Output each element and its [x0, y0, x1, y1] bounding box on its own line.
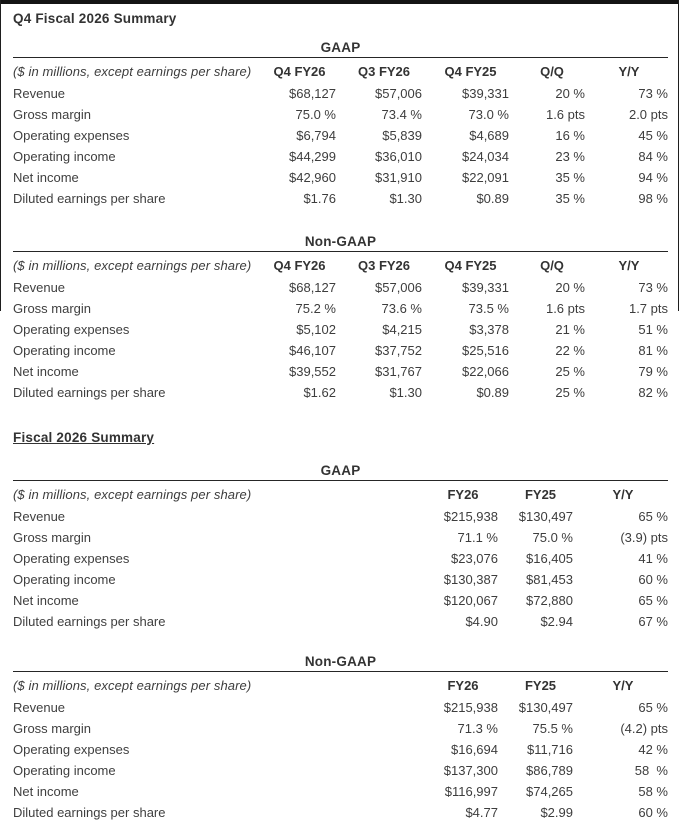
cell-value: $16,694 [451, 742, 498, 757]
cell-value: $215,938 [443, 700, 498, 715]
column-header: Y/Y [618, 64, 640, 79]
cell-value: (3.9) pts [620, 530, 668, 545]
cell-value: 60 % [638, 805, 668, 820]
table-row [13, 188, 668, 209]
table-row [13, 361, 668, 382]
row-label: Revenue [13, 86, 66, 101]
fy-section-title: Fiscal 2026 Summary [13, 430, 155, 445]
cell-value: $68,127 [289, 86, 336, 101]
table-note: ($ in millions, except earnings per share) [13, 678, 252, 693]
cell-value: $5,102 [296, 322, 336, 337]
q4-nongaap-heading: Non-GAAP [304, 234, 377, 249]
cell-value: 84 % [638, 149, 668, 164]
q4-gaap-table [13, 57, 668, 209]
cell-value: $130,497 [518, 700, 573, 715]
cell-value: $130,387 [443, 572, 498, 587]
cell-value: 73.6 % [381, 301, 422, 316]
table-header-row [13, 672, 668, 698]
row-label: Gross margin [13, 721, 92, 736]
q4-nongaap-table [13, 251, 668, 403]
cell-value: $39,552 [289, 364, 336, 379]
table-note: ($ in millions, except earnings per share) [13, 487, 252, 502]
column-header: Q4 FY25 [444, 258, 497, 273]
cell-value: 16 % [555, 128, 585, 143]
table-row [13, 569, 668, 590]
table-row [13, 298, 668, 319]
cell-value: 98 % [638, 191, 668, 206]
table-row [13, 527, 668, 548]
table-row [13, 277, 668, 298]
cell-value: $2.94 [540, 614, 573, 629]
row-label: Net income [13, 784, 79, 799]
table-row [13, 802, 668, 823]
cell-value: 75.5 % [532, 721, 573, 736]
cell-value: $0.89 [476, 385, 509, 400]
row-label: Net income [13, 364, 79, 379]
q4-section-title: Q4 Fiscal 2026 Summary [13, 11, 177, 26]
cell-value: 65 % [638, 509, 668, 524]
cell-value: 82 % [638, 385, 668, 400]
table-row [13, 382, 668, 403]
cell-value: $22,091 [462, 170, 509, 185]
cell-value: $4.77 [465, 805, 498, 820]
cell-value: 1.6 pts [545, 107, 585, 122]
table-row [13, 104, 668, 125]
column-header: Q3 FY26 [357, 258, 411, 273]
cell-value: 58 % [638, 784, 668, 799]
cell-value: 73.0 % [468, 107, 509, 122]
cell-value: $120,067 [443, 593, 498, 608]
cell-value: 20 % [555, 86, 585, 101]
cell-value: $86,789 [526, 763, 573, 778]
cell-value: $31,767 [375, 364, 422, 379]
row-label: Operating income [13, 343, 116, 358]
cell-value: $1.30 [389, 191, 422, 206]
column-header: FY26 [447, 678, 479, 693]
cell-value: $1.76 [303, 191, 336, 206]
table-row [13, 506, 668, 527]
table-row [13, 548, 668, 569]
cell-value: $31,910 [375, 170, 422, 185]
column-header: Q3 FY26 [357, 64, 411, 79]
table-row [13, 760, 668, 781]
cell-value: $23,076 [451, 551, 498, 566]
row-label: Net income [13, 593, 79, 608]
cell-value: 65 % [638, 593, 668, 608]
cell-value: $0.89 [476, 191, 509, 206]
cell-value: $72,880 [526, 593, 573, 608]
row-label: Operating expenses [13, 551, 130, 566]
column-header: Q4 FY26 [273, 258, 326, 273]
cell-value: 20 % [555, 280, 585, 295]
cell-value: 79 % [638, 364, 668, 379]
column-header: FY25 [524, 487, 557, 502]
cell-value: 94 % [638, 170, 668, 185]
table-row [13, 167, 668, 188]
cell-value: $3,378 [469, 322, 509, 337]
cell-value: $25,516 [462, 343, 509, 358]
row-label: Net income [13, 170, 79, 185]
table-row [13, 739, 668, 760]
row-label: Gross margin [13, 107, 92, 122]
cell-value: 81 % [638, 343, 668, 358]
window-top-border [0, 0, 679, 4]
column-header: Q4 FY26 [273, 64, 326, 79]
cell-value: $116,997 [444, 784, 498, 799]
column-header: Y/Y [612, 487, 634, 502]
cell-value: $57,006 [375, 280, 422, 295]
cell-value: $4.90 [465, 614, 498, 629]
cell-value: $24,034 [462, 149, 509, 164]
row-label: Operating income [13, 572, 116, 587]
row-label: Diluted earnings per share [13, 614, 166, 629]
cell-value: $137,300 [443, 763, 498, 778]
cell-value: $1.30 [389, 385, 422, 400]
row-label: Operating expenses [13, 742, 130, 757]
table-row [13, 611, 668, 632]
table-row [13, 83, 668, 104]
fy-gaap-table [13, 480, 668, 632]
cell-value: $57,006 [375, 86, 422, 101]
row-label: Diluted earnings per share [13, 191, 166, 206]
table-header-row [13, 58, 668, 84]
column-header: Q/Q [540, 258, 564, 273]
cell-value: 73.4 % [381, 107, 422, 122]
table-header-row [13, 252, 668, 278]
cell-value: 71.1 % [457, 530, 498, 545]
cell-value: $68,127 [289, 280, 336, 295]
table-row [13, 319, 668, 340]
fy-nongaap-heading: Non-GAAP [304, 654, 377, 669]
cell-value: $4,689 [469, 128, 509, 143]
cell-value: 41 % [638, 551, 668, 566]
cell-value: 73 % [638, 86, 668, 101]
table-row [13, 125, 668, 146]
table-row [13, 146, 668, 167]
column-header: FY26 [447, 487, 479, 502]
cell-value: 23 % [555, 149, 585, 164]
cell-value: 67 % [638, 614, 668, 629]
row-label: Revenue [13, 700, 66, 715]
cell-value: 22 % [555, 343, 585, 358]
cell-value: 35 % [555, 191, 585, 206]
cell-value: $42,960 [289, 170, 336, 185]
cell-value: $37,752 [375, 343, 422, 358]
row-label: Revenue [13, 509, 66, 524]
cell-value: $22,066 [462, 364, 509, 379]
table-row [13, 718, 668, 739]
cell-value: 73.5 % [468, 301, 509, 316]
fy-gaap-heading: GAAP [320, 463, 361, 478]
cell-value: 21 % [555, 322, 585, 337]
cell-value: 60 % [638, 572, 668, 587]
document-body [0, 11, 679, 823]
cell-value: 45 % [638, 128, 668, 143]
cell-value: $1.62 [303, 385, 336, 400]
row-label: Diluted earnings per share [13, 385, 166, 400]
cell-value: 25 % [555, 364, 585, 379]
cell-value: 75.0 % [532, 530, 573, 545]
table-note: ($ in millions, except earnings per share) [13, 258, 252, 273]
cell-value: 2.0 pts [628, 107, 668, 122]
cell-value: $4,215 [382, 322, 422, 337]
row-label: Operating expenses [13, 322, 130, 337]
cell-value: $81,453 [526, 572, 573, 587]
cell-value: 65 % [638, 700, 668, 715]
cell-value: $6,794 [296, 128, 336, 143]
row-label: Gross margin [13, 301, 92, 316]
cell-value: $39,331 [462, 280, 509, 295]
row-label: Operating expenses [13, 128, 130, 143]
cell-value: 35 % [555, 170, 585, 185]
window-left-border [0, 0, 1, 311]
table-row [13, 781, 668, 802]
column-header: Q/Q [540, 64, 564, 79]
cell-value: 75.2 % [295, 301, 336, 316]
cell-value: 75.0 % [295, 107, 336, 122]
cell-value: $215,938 [443, 509, 498, 524]
cell-value: 1.6 pts [545, 301, 585, 316]
cell-value: $11,716 [526, 742, 573, 757]
table-row [13, 340, 668, 361]
column-header: Y/Y [618, 258, 640, 273]
row-label: Operating income [13, 763, 116, 778]
row-label: Gross margin [13, 530, 92, 545]
row-label: Diluted earnings per share [13, 805, 166, 820]
cell-value: $2.99 [540, 805, 573, 820]
cell-value: $46,107 [289, 343, 336, 358]
cell-value: 42 % [638, 742, 668, 757]
fy-nongaap-table [13, 671, 668, 823]
cell-value: $74,265 [526, 784, 573, 799]
cell-value: 1.7 pts [628, 301, 668, 316]
cell-value: 58 % [634, 763, 668, 778]
column-header: Q4 FY25 [444, 64, 497, 79]
cell-value: 25 % [555, 385, 585, 400]
cell-value: $16,405 [526, 551, 573, 566]
table-note: ($ in millions, except earnings per share) [13, 64, 252, 79]
cell-value: $39,331 [462, 86, 509, 101]
table-header-row [13, 481, 668, 507]
q4-gaap-heading: GAAP [320, 40, 361, 55]
cell-value: $5,839 [382, 128, 422, 143]
row-label: Operating income [13, 149, 116, 164]
cell-value: $130,497 [518, 509, 573, 524]
table-row [13, 590, 668, 611]
column-header: Y/Y [612, 678, 634, 693]
cell-value: $36,010 [375, 149, 422, 164]
row-label: Revenue [13, 280, 66, 295]
cell-value: 73 % [638, 280, 668, 295]
cell-value: $44,299 [289, 149, 336, 164]
cell-value: 51 % [638, 322, 668, 337]
column-header: FY25 [524, 678, 557, 693]
table-row [13, 697, 668, 718]
cell-value: 71.3 % [457, 721, 498, 736]
cell-value: (4.2) pts [620, 721, 668, 736]
